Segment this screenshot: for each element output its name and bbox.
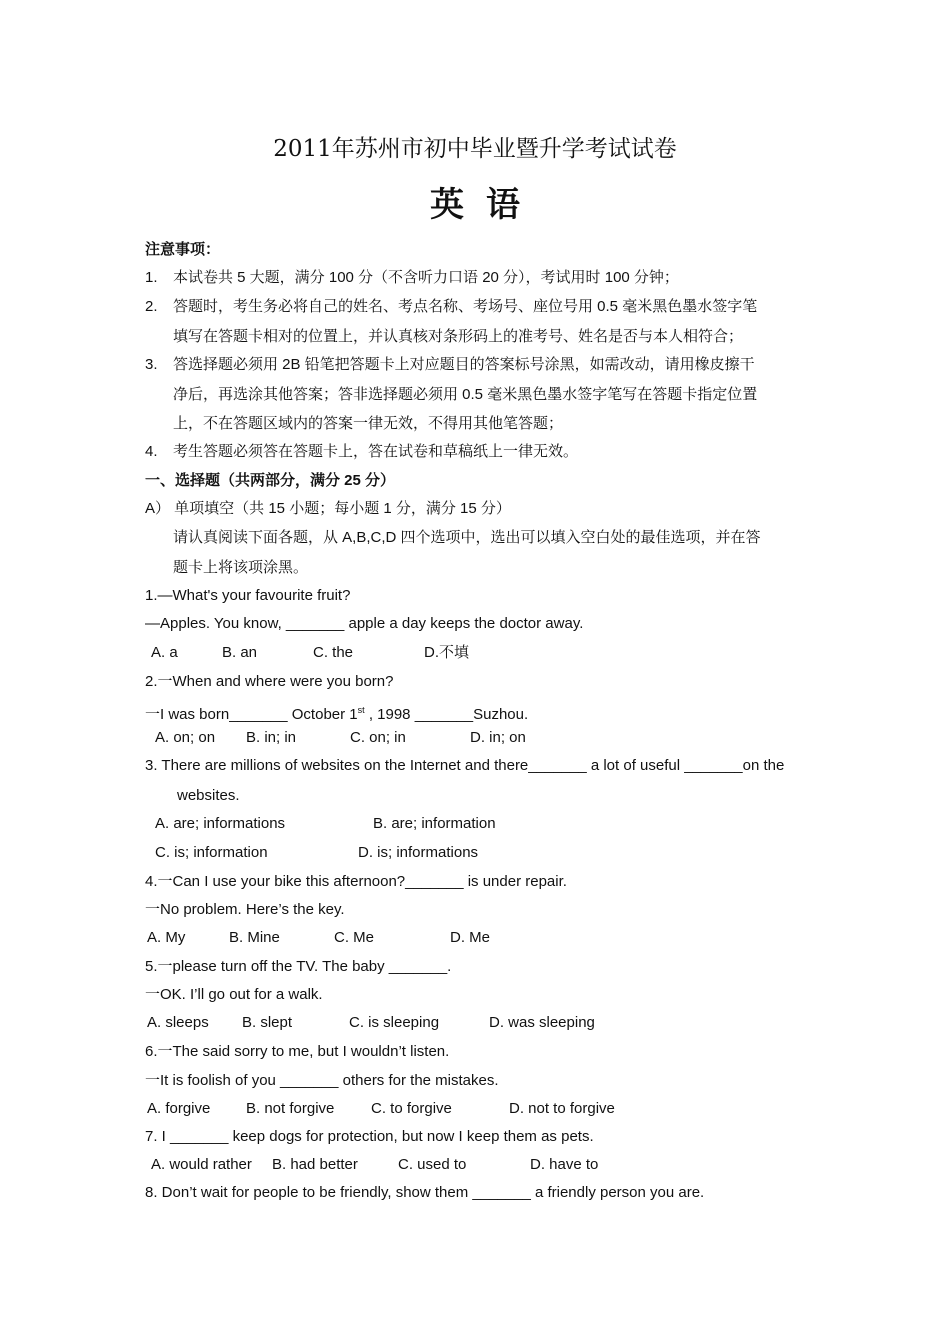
question-stem: websites. xyxy=(177,787,240,804)
subject-heading: 英语 xyxy=(430,185,542,225)
notice-line: 填写在答题卡相对的位置上，并认真核对条形码上的准考号、姓名是否与本人相符合； xyxy=(173,328,744,345)
notice-line: 答题时，考生务必将自己的姓名、考点名称、考场号、座位号用 0.5 毫米黑色墨水签字笔 xyxy=(173,298,758,315)
question-stem: 8. Don’t wait for people to be friendly, show them _______ a friendly person you are. xyxy=(145,1184,705,1201)
option: A. My xyxy=(147,929,186,946)
option: D. is; informations xyxy=(358,844,479,861)
option: B. Mine xyxy=(229,929,280,946)
notice-num: 1. xyxy=(145,269,158,286)
question-stem: 一OK. I’ll go out for a walk. xyxy=(145,986,323,1003)
option: D. in; on xyxy=(470,729,526,746)
option: C. used to xyxy=(398,1156,467,1173)
option: A. are; informations xyxy=(155,815,286,832)
option: B. had better xyxy=(272,1156,358,1173)
notice-num: 3. xyxy=(145,356,158,373)
stem-part: , 1998 _______Suzhou. xyxy=(364,706,529,723)
question-stem: 一It is foolish of you _______ others for the mistakes. xyxy=(145,1072,499,1089)
section-heading: 一、选择题（共两部分，满分 25 分） xyxy=(145,472,396,489)
notice-line: 答选择题必须用 2B 铅笔把答题卡上对应题目的答案标号涂黑，如需改动，请用橡皮擦干 xyxy=(173,356,755,373)
question-stem xyxy=(145,700,528,725)
question-stem: 2.一When and where were you born? xyxy=(145,673,394,690)
exam-title: 2011年苏州市初中毕业暨升学考试试卷 xyxy=(273,136,677,162)
notice-line: 考生答题必须答在答题卡上，答在试卷和草稿纸上一律无效。 xyxy=(173,443,579,460)
option: C. the xyxy=(313,644,354,661)
option: C. on; in xyxy=(350,729,406,746)
ordinal-suffix: st xyxy=(357,705,365,715)
stem-part: 一I was born_______ October 1 xyxy=(145,706,358,723)
question-stem: 一No problem. Here’s the key. xyxy=(145,901,345,918)
option: A. on; on xyxy=(155,729,216,746)
option: D.不填 xyxy=(424,644,470,661)
option: D. Me xyxy=(450,929,491,946)
option: D. was sleeping xyxy=(489,1014,595,1031)
option: A. a xyxy=(151,644,178,661)
option: B. are; information xyxy=(373,815,496,832)
notice-heading: 注意事项： xyxy=(145,241,221,258)
option: A. forgive xyxy=(147,1100,211,1117)
notice-line: 净后，再选涂其他答案；答非选择题必须用 0.5 毫米黑色墨水签字笔写在答题卡指定位置 xyxy=(173,386,758,403)
option: A. would rather xyxy=(151,1156,252,1173)
option: C. is sleeping xyxy=(349,1014,440,1031)
instruction-line: 题卡上将该项涂黑。 xyxy=(173,559,309,576)
option: B. an xyxy=(222,644,258,661)
question-stem: 1.—What's your favourite fruit? xyxy=(145,587,351,604)
notice-num: 4. xyxy=(145,443,158,460)
option: B. slept xyxy=(242,1014,293,1031)
instruction-line: 请认真阅读下面各题，从 A,B,C,D 四个选项中，选出可以填入空白处的最佳选项，并在答 xyxy=(173,529,761,546)
notice-line: 上，不在答题区域内的答案一律无效，不得用其他笔答题； xyxy=(173,415,564,432)
option: B. in; in xyxy=(246,729,297,746)
question-stem: 5.一please turn off the TV. The baby _______. xyxy=(145,958,452,975)
option: C. is; information xyxy=(155,844,268,861)
option: B. not forgive xyxy=(246,1100,335,1117)
option: C. Me xyxy=(334,929,375,946)
option: A. sleeps xyxy=(147,1014,209,1031)
question-stem: 4.一Can I use your bike this afternoon?_______ is under repair. xyxy=(145,873,567,890)
part-a-heading: A） 单项填空（共 15 小题；每小题 1 分，满分 15 分） xyxy=(145,500,511,517)
notice-num: 2. xyxy=(145,298,158,315)
question-stem: —Apples. You know, _______ apple a day keeps the doctor away. xyxy=(145,615,584,632)
option: C. to forgive xyxy=(371,1100,452,1117)
question-stem: 7. I _______ keep dogs for protection, but now I keep them as pets. xyxy=(145,1128,594,1145)
option: D. have to xyxy=(530,1156,599,1173)
option: D. not to forgive xyxy=(509,1100,615,1117)
question-stem: 3. There are millions of websites on the Internet and there_______ a lot of useful _______on the xyxy=(145,757,785,774)
question-stem: 6.一The said sorry to me, but I wouldn’t listen. xyxy=(145,1043,450,1060)
notice-line: 本试卷共 5 大题，满分 100 分（不含听力口语 20 分），考试用时 100 分钟； xyxy=(173,269,679,286)
